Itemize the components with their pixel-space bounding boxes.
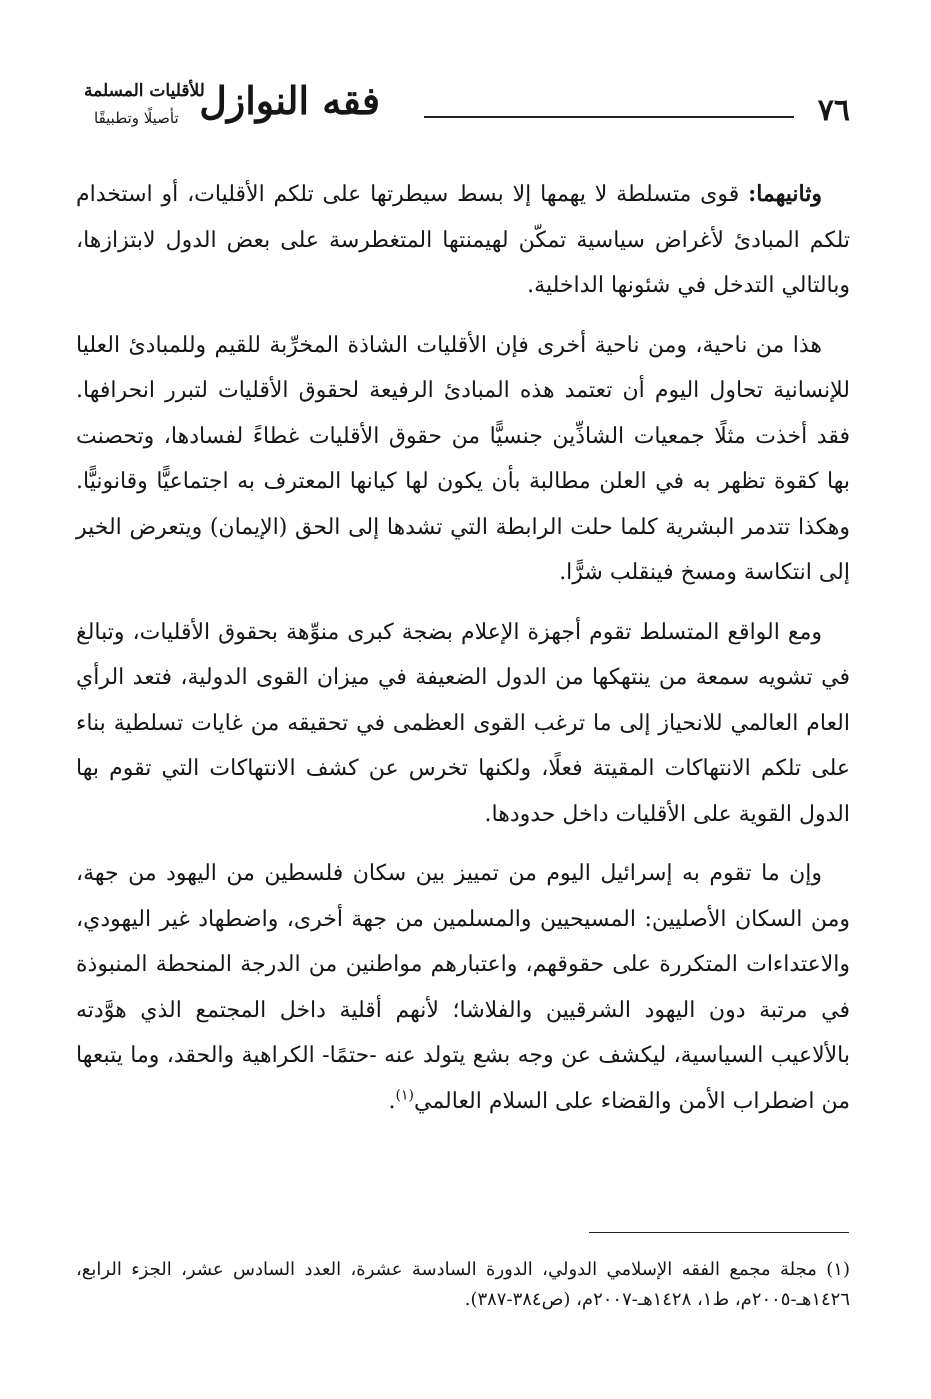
page-number: ٧٦ xyxy=(817,93,850,128)
footnote xyxy=(76,1255,850,1315)
paragraph-lead: وثانيهما: xyxy=(748,181,822,207)
paragraph-text: وإن ما تقوم به إسرائيل اليوم من تمييز بين سكان فلسطين من اليهود من جهة، ومن السكان الأصليين: المسيحيين والمسلمين من جهة أخرى، واضطهاد غير اليهودي، والاعتداءات المتكررة على حقوقهم، واعتبارهم مواطنين من الدرجة المنحطة المنبوذة في مرتبة دون اليهود الشرقيين والفلاشا؛ لأنهم أقلية داخل المجتمع الذي هوَّدته بالألاعيب السياسية، ليكشف عن وجه بشع يتولد عنه -حتمًا- الكراهية والحقد، وما يتبعها من اضطراب الأمن والقضاء على السلام العالمي xyxy=(76,861,850,1114)
paragraph-2 xyxy=(76,323,850,596)
paragraph-4 xyxy=(76,851,850,1124)
body-text xyxy=(76,172,850,1138)
book-title-sub: للأقليات المسلمة xyxy=(84,81,205,101)
paragraph-text: قوى متسلطة لا يهمها إلا بسط سيطرتها على تلكم الأقليات، أو استخدام تلكم المبادئ لأغراض سياسية تمكّن لهيمنتها المتغطرسة على بعض الدول لابتزازها، وبالتالي التدخل في شئونها الداخلية. xyxy=(76,182,850,298)
book-title-main: فقه النوازل xyxy=(199,78,380,123)
paragraph-text: هذا من ناحية، ومن ناحية أخرى فإن الأقليات الشاذة المخرِّبة للقيم وللمبادئ العليا للإنسانية تحاول اليوم أن تعتمد هذه المبادئ الرفيعة لحقوق الأقليات لتبرر انحرافها. فقد أخذت مثلًا جمعيات الشاذِّين جنسيًّا من حقوق الأقليات غطاءً لفسادها، وتحصنت بها كقوة تظهر به في العلن مطالبة بأن يكون لها كيانها المعترف به اجتماعيًّا وقانونيًّا. وهكذا تتدمر البشرية كلما حلت الرابطة التي تشدها إلى الحق (الإيمان) ويتعرض الخير إلى انتكاسة ومسخ فينقلب شرًّا. xyxy=(76,332,850,585)
footnote-text: (١) مجلة مجمع الفقه الإسلامي الدولي، الدورة السادسة عشرة، العدد السادس عشر، الجزء الرابع، ١٤٢٦هـ-٢٠٠٥م، ط١، ١٤٢٨هـ-٢٠٠٧م، (ص٣٨٤-٣٨٧). xyxy=(76,1259,850,1310)
header-rule xyxy=(424,116,794,118)
paragraph-text: ومع الواقع المتسلط تقوم أجهزة الإعلام بضجة كبرى منوِّهة بحقوق الأقليات، وتبالغ في تشويه سمعة من ينتهكها من الدول الضعيفة في ميزان القوى الدولية، فتعد الرأي العام العالمي للانحياز إلى ما ترغب القوى العظمى في تحقيقه من غايات تسلطية بناء على تلكم الانتهاكات المقيتة فعلًا، ولكنها تخرس عن كشف الانتهاكات التي تقوم بها الدول القوية على الأقليات داخل حدودها. xyxy=(76,619,850,827)
footnote-rule xyxy=(589,1232,849,1233)
footnote-reference[interactable]: (١) xyxy=(395,1087,414,1104)
book-title-subtitle: تأصيلًا وتطبيقًا xyxy=(94,109,179,127)
paragraph-tail: . xyxy=(388,1088,396,1114)
book-title-logo xyxy=(80,76,380,146)
page-header xyxy=(80,70,850,150)
paragraph-3 xyxy=(76,610,850,838)
paragraph-1 xyxy=(76,172,850,309)
